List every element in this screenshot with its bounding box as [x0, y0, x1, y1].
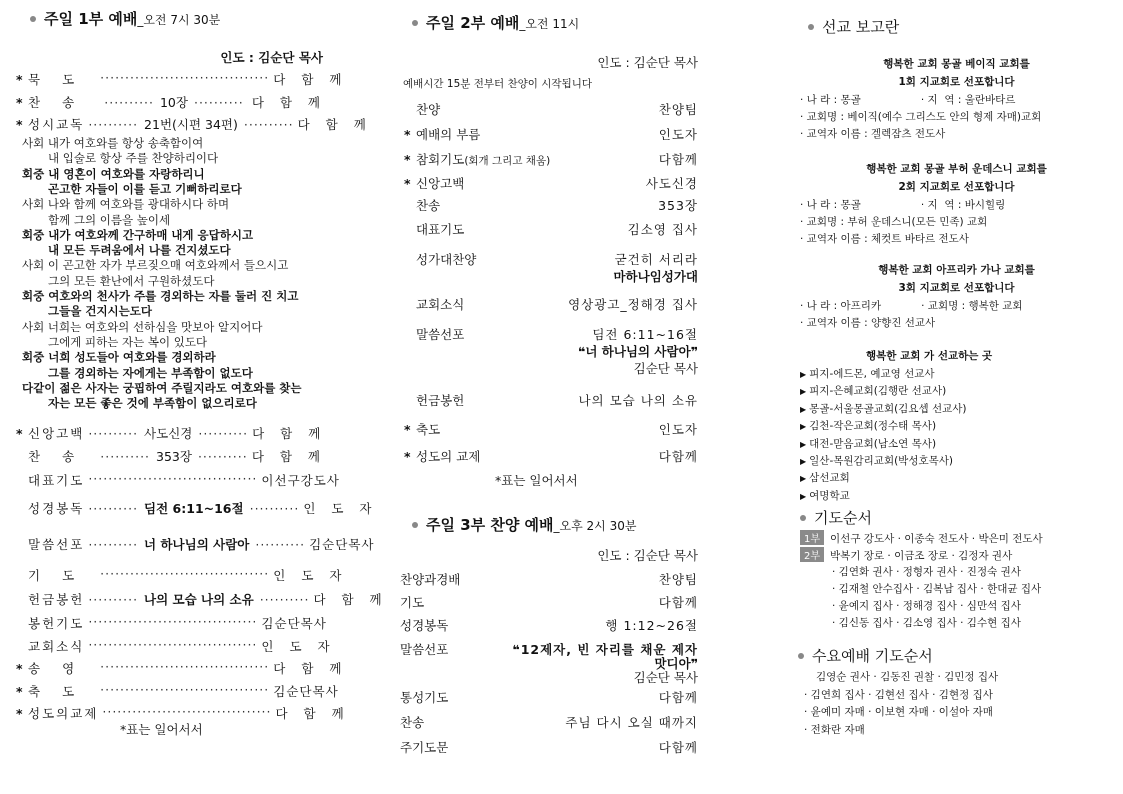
service1-title: 주일 1부 예배: [44, 10, 138, 28]
reading-line: 사회 이 곤고한 자가 부르짖으매 여호와께서 들으시고: [22, 258, 289, 273]
mission-detail: · 교역자 이름 : 겔렉잠츠 전도사: [800, 128, 946, 140]
order-item-right: 다함께: [658, 152, 698, 167]
dot-leader: ··········: [198, 426, 249, 441]
order-item-right: 인 도 자: [261, 639, 336, 654]
order-item-content: 353장: [156, 449, 192, 464]
order-item-right: 다함께: [658, 690, 698, 705]
order-item-label: 성경봉독: [400, 618, 449, 633]
wednesday-row: · 윤예미 자매 · 이보현 자매 · 이설아 자매: [804, 706, 993, 718]
order-item-label: 성시교독: [28, 117, 85, 132]
reading-line: 회중 내 영혼이 여호와를 자랑하리니: [22, 166, 205, 181]
standing-mark: *: [16, 117, 23, 132]
mission-detail: · 교역자 이름 : 체컷트 바타르 전도사: [800, 233, 969, 245]
order-item-right: 다 함 께: [273, 72, 348, 87]
reading-line: 내 입술로 항상 주를 찬양하리이다: [48, 151, 219, 166]
dot-leader: ··········: [197, 449, 248, 464]
order-item-label-wrap: [404, 196, 440, 214]
order-item-label: 성도의 교제: [416, 449, 481, 464]
order-item-label: 찬송: [416, 198, 441, 213]
bullet-icon: [808, 24, 814, 30]
order-item-right: 사도신경: [645, 176, 698, 191]
order-item: [16, 590, 388, 608]
order-item-right: 김소영 집사: [627, 222, 698, 237]
wednesday-row: · 전화란 자매: [804, 723, 865, 736]
reading-line: 곤고한 자들이 이를 듣고 기뻐하리로다: [48, 181, 242, 196]
order-item-label-wrap: [404, 125, 480, 143]
dot-leader: ··································: [100, 566, 270, 581]
order-item-right: 김순단목사: [309, 537, 375, 552]
supported-text: 일산-목원감리교회(박성호목사): [809, 455, 953, 467]
triangle-icon: ▶: [800, 491, 807, 501]
prayer-names: 이선구 강도사 · 이종숙 전도사 · 박은미 전도사: [830, 533, 1043, 545]
order-item-mid: [84, 614, 261, 632]
order-item-left: [16, 682, 96, 700]
standing-mark: *: [16, 684, 23, 699]
standing-mark: *: [16, 72, 23, 87]
prayer-row: [832, 581, 1041, 596]
order-item-label: 말씀선포: [28, 537, 85, 552]
order-item-right: 찬양팀: [658, 572, 698, 587]
order-item-left: [16, 447, 96, 465]
service2-footnote: *표는 일어서서: [495, 473, 578, 488]
dot-leader: ··········: [193, 95, 244, 110]
order-item-right: 딤전 6:11~16절: [592, 327, 698, 342]
service1-footnote: *표는 일어서서: [120, 722, 203, 737]
supported-item: [800, 383, 946, 398]
order-item: [16, 535, 375, 553]
order-item-label-wrap: [404, 250, 476, 268]
supported-text: 피지-에드몬, 예교영 선교사: [809, 368, 935, 380]
service1-heading: [30, 8, 220, 29]
dot-leader: ··········: [259, 592, 310, 607]
order-item-label: 교회소식: [28, 639, 85, 654]
dot-leader: ··········: [88, 501, 139, 516]
order-item: [16, 659, 348, 677]
dot-leader: ··········: [88, 592, 139, 607]
standing-mark: *: [404, 176, 411, 191]
reading-line: 내 모든 두려움에서 나를 건지셨도다: [48, 243, 231, 258]
order-item-right: 행 1:12~26절: [605, 618, 698, 633]
order-item-right3: 김순단 목사: [633, 361, 698, 376]
order-item: [16, 447, 326, 465]
dot-leader: ··································: [88, 637, 258, 652]
dot-leader: ··································: [102, 704, 272, 719]
order-item-right: 다 함 께: [252, 426, 327, 441]
order-item-mid: [84, 590, 313, 608]
order-item-mid: [84, 115, 297, 133]
triangle-icon: ▶: [800, 404, 807, 414]
mission-detail: · 나 라 : 몽골 · 지 역 : 바시힐링: [800, 199, 1006, 211]
order-item-label-wrap: [404, 420, 440, 438]
order-item-right2: 마하나임성가대: [613, 269, 698, 284]
mission-head: 행복한 교회 몽골 베이직 교회를: [883, 58, 1030, 70]
order-item-label: 찬양: [416, 102, 441, 117]
mission-detail: · 나 라 : 아프리카 · 교회명 : 행복한 교회: [800, 300, 1023, 312]
order-item-label: 묵도: [28, 72, 97, 87]
order-item-label-wrap: [404, 174, 464, 192]
triangle-icon: ▶: [800, 474, 807, 484]
reading-line: 회중 너희 성도들아 여호와를 경외하라: [22, 350, 216, 365]
service2-note: 예배시간 15분 전부터 찬양이 시작됩니다: [403, 78, 592, 90]
order-item-left: [16, 471, 84, 489]
mission-detail: · 교회명 : 베이직(예수 그리스도 안의 형제 자매)교회: [800, 111, 1042, 123]
service3-time: _오후 2시 30분: [553, 519, 637, 533]
bullet-icon: [800, 515, 806, 521]
order-item-right: 인 도 자: [273, 568, 348, 583]
triangle-icon: ▶: [800, 370, 807, 379]
prayer-names: · 김연화 권사 · 정형자 권사 · 진정숙 권사: [832, 566, 1021, 578]
order-item: [16, 471, 340, 489]
order-item-mid: [84, 499, 303, 517]
order-item-label: 성도의교제: [28, 706, 99, 721]
supported-item: [800, 488, 850, 503]
dot-leader: ··········: [100, 449, 151, 464]
prayer-row: [832, 598, 1021, 613]
order-item-label: 신앙고백: [28, 426, 85, 441]
order-item-right: 다함께: [658, 740, 698, 755]
standing-mark: *: [16, 426, 23, 441]
reading-line: 그의 모든 환난에서 구원하셨도다: [48, 273, 215, 288]
prayer-names: · 윤예지 집사 · 정해경 집사 · 심만석 집사: [832, 600, 1021, 612]
standing-mark: *: [16, 661, 23, 676]
prayer-row: [832, 564, 1021, 579]
order-item-mid: [84, 535, 309, 553]
order-item-right: 인도자: [658, 422, 698, 437]
order-item-label-wrap: [404, 295, 464, 313]
order-item-label: 기도: [28, 568, 97, 583]
order-item-mid: [84, 637, 261, 655]
dot-leader: ··········: [88, 117, 139, 132]
mission-title: 선교 보고란: [822, 18, 900, 36]
prayer-row: [832, 615, 1021, 630]
order-item-right: 다함께: [658, 449, 698, 464]
order-item-left: [16, 499, 84, 517]
dot-leader: ··········: [249, 501, 300, 516]
order-item-right: 다 함 께: [251, 449, 326, 464]
order-item: [16, 115, 372, 133]
dot-leader: ··········: [88, 537, 139, 552]
reading-line: 사회 내가 여호와를 항상 송축함이여: [22, 136, 204, 150]
order-item-right: 나의 모습 나의 소유: [578, 393, 698, 408]
order-item-left: [16, 424, 84, 442]
service2-title: 주일 2부 예배: [426, 14, 520, 32]
order-item: [16, 566, 348, 584]
mission-detail: · 교회명 : 부허 운데스니(모든 민족) 교회: [800, 216, 988, 228]
standing-mark: *: [16, 706, 23, 721]
wednesday-title: 수요예배 기도순서: [812, 647, 933, 665]
order-item-mid: [96, 659, 273, 677]
order-item: [16, 70, 348, 88]
order-item-right: 김순단목사: [261, 616, 327, 631]
order-item-label-wrap: [404, 447, 480, 465]
supported-item: [800, 366, 935, 381]
order-item-mid: [84, 424, 252, 442]
reading-line: 사회 나와 함께 여호와를 광대하시다 하며: [22, 197, 230, 212]
prayer-heading: [800, 507, 872, 528]
supported-text: 여명학교: [809, 489, 850, 502]
prayer-badge: 1부: [800, 530, 824, 545]
mission-head: 행복한 교회 몽골 부허 운데스니 교회를: [866, 163, 1047, 175]
order-item-label: 교회소식: [416, 297, 465, 312]
order-item-content: 딤전 6:11~16절: [144, 501, 244, 516]
order-item-right: 인 도 자: [303, 501, 378, 516]
wednesday-row: · 김연희 집사 · 김현선 집사 · 김현정 집사: [804, 688, 993, 701]
order-item-left: [16, 115, 84, 133]
order-item-left: [16, 566, 96, 584]
order-item-label-wrap: [404, 391, 464, 409]
order-item-right: 찬양팀: [658, 102, 698, 117]
order-item-right: 다 함 께: [251, 95, 326, 110]
dot-leader: ··································: [100, 659, 270, 674]
order-item-label: 통성기도: [400, 690, 449, 705]
dot-leader: ··········: [243, 117, 294, 132]
order-item-right2: 맛디아❞: [654, 656, 698, 671]
reading-line: 그를 경외하는 자에게는 부족함이 없도다: [48, 365, 253, 380]
bullet-icon: [30, 16, 36, 22]
order-item-right: 주님 다시 오실 때까지: [565, 715, 698, 730]
reading-line: 회중 여호와의 천사가 주를 경외하는 자를 둘러 진 치고: [22, 289, 299, 303]
order-item-label: 찬송: [28, 95, 97, 110]
reading-line: 회중 내가 여호와께 간구하매 내게 응답하시고: [22, 227, 254, 242]
order-item-left: [16, 659, 96, 677]
order-item-right: 다 함 께: [273, 661, 348, 676]
order-item-label: 송영: [28, 661, 97, 676]
order-item-right: 인도자: [658, 127, 698, 142]
order-item-right: 김순단목사: [273, 684, 339, 699]
order-item-label: 신앙고백: [416, 176, 465, 191]
order-item-label: 말씀선포: [416, 327, 465, 342]
order-item: [16, 424, 326, 442]
supported-text: 대전-맏음교회(남소연 목사): [809, 437, 937, 450]
order-item-right2: ❝너 하나님의 사람아❞: [578, 344, 698, 359]
dot-leader: ··································: [88, 471, 258, 486]
order-item-label: 주기도문: [400, 740, 449, 755]
service1-leader: 인도 : 김순단 목사: [220, 50, 323, 65]
order-item-left: [16, 614, 84, 632]
prayer-row: [800, 547, 1012, 563]
dot-leader: ··········: [255, 537, 306, 552]
supported-title: 행복한 교회 가 선교하는 곳: [866, 350, 993, 362]
order-item-label: 찬양과경배: [400, 572, 461, 587]
supported-item: [800, 436, 936, 451]
order-item: [16, 637, 336, 655]
order-item-left: [16, 535, 84, 553]
order-item-mid: [96, 447, 252, 465]
order-item-label: 말씀선포: [400, 642, 449, 657]
order-item-label: 축도: [28, 684, 97, 699]
order-item-content: 10장: [159, 95, 188, 110]
prayer-names: · 김신동 집사 · 김소영 집사 · 김수현 집사: [832, 617, 1021, 629]
order-item: [16, 682, 339, 700]
standing-mark: *: [404, 127, 411, 142]
order-item-label: 헌금봉헌: [416, 393, 465, 408]
order-item-mid: [96, 93, 252, 111]
order-item-content: 21번(시편 34편): [144, 117, 238, 132]
mission-heading: [808, 16, 899, 37]
prayer-row: [800, 530, 1043, 546]
service2-heading: [412, 12, 579, 33]
order-item-label: 찬송: [400, 715, 425, 730]
order-item-content: 나의 모습 나의 소유: [144, 592, 254, 607]
order-item-right: 영상광고_정해경 집사: [568, 297, 698, 312]
service2-time: _오전 11시: [519, 17, 580, 31]
supported-item: [800, 418, 936, 433]
dot-leader: ··································: [88, 614, 258, 629]
order-item-label: 봉헌기도: [28, 616, 85, 631]
standing-mark: *: [404, 449, 411, 464]
order-item-right: 다 함 께: [297, 117, 372, 132]
standing-mark: *: [16, 95, 23, 110]
mission-head: 2회 지교회로 선포합니다: [898, 181, 1015, 193]
order-item-right: 다 함 께: [275, 706, 350, 721]
order-item-right: 다함께: [658, 595, 698, 610]
supported-item: [800, 401, 966, 416]
service1-time: _오전 7시 30분: [137, 13, 221, 27]
service3-title: 주일 3부 찬양 예배: [426, 516, 554, 534]
order-item-right: ❝12제자, 빈 자리를 채운 제자: [512, 642, 698, 657]
mission-head: 3회 지교회로 선포합니다: [898, 282, 1015, 294]
order-item-right3: 김순단 목사: [633, 670, 698, 685]
order-item-right: 이선구강도사: [261, 473, 340, 488]
standing-mark: *: [404, 422, 411, 437]
prayer-names: 박복기 장로 · 이금조 장로 · 김정자 권사: [830, 550, 1013, 562]
triangle-icon: ▶: [800, 422, 807, 432]
order-item-label-wrap: [404, 150, 550, 168]
reading-line: 다같이 젊은 사자는 궁핍하여 주릴지라도 여호와를 찾는: [22, 380, 302, 395]
supported-text: 피지-은혜교회(김행란 선교사): [809, 385, 947, 398]
dot-leader: ··································: [100, 682, 270, 697]
order-item-mid: [96, 70, 273, 88]
order-item-left: [16, 93, 96, 111]
order-item-label: 대표기도: [28, 473, 85, 488]
reading-line: 그에게 피하는 자는 복이 있도다: [48, 334, 208, 349]
order-item-label-wrap: [404, 100, 440, 118]
triangle-icon: ▶: [800, 457, 807, 466]
order-item-left: [16, 637, 84, 655]
supported-text: 김천-작은교회(정수태 목사): [809, 420, 937, 433]
supported-text: 몽골-서울몽골교회(김요셉 선교사): [809, 402, 967, 415]
supported-text: 삼선교회: [809, 472, 850, 485]
reading-line: 함께 그의 이름을 높이세: [48, 212, 171, 227]
service3-heading: [412, 514, 636, 535]
order-item-content: 사도신경: [144, 426, 193, 441]
order-item-label: 성경봉독: [28, 501, 85, 516]
mission-head: 1회 지교회로 선포합니다: [898, 76, 1015, 88]
order-item-left: [16, 70, 96, 88]
order-item-left: [16, 704, 98, 722]
mission-detail: · 나 라 : 몽골 · 지 역 : 울란바타르: [800, 94, 1016, 106]
reading-line: 그들을 건지시는도다: [48, 304, 152, 319]
triangle-icon: ▶: [800, 387, 807, 397]
order-item-label: 기도: [400, 595, 425, 610]
wednesday-row: 김영순 권사 · 김동진 권찰 · 김민정 집사: [816, 671, 999, 683]
mission-detail: · 교역자 이름 : 양향진 선교사: [800, 317, 936, 329]
order-item-mid: [96, 566, 273, 584]
order-item: [16, 93, 326, 111]
order-item-label-wrap: [404, 220, 464, 238]
bullet-icon: [798, 653, 804, 659]
order-item-label: 예배의 부름: [416, 127, 481, 142]
order-item-right: 다 함 께: [313, 592, 388, 607]
order-item-note: (회개 그리고 채움): [464, 155, 551, 167]
prayer-names: · 김재철 안수집사 · 김복남 집사 · 한대균 집사: [832, 583, 1042, 595]
prayer-title: 기도순서: [814, 509, 872, 527]
triangle-icon: ▶: [800, 439, 807, 449]
order-item-mid: [84, 471, 261, 489]
order-item-label: 대표기도: [416, 222, 465, 237]
order-item-left: [16, 590, 84, 608]
order-item-right: 353장: [658, 198, 698, 213]
order-item-label: 참회기도: [416, 152, 465, 167]
order-item-label: 찬송: [28, 449, 97, 464]
standing-mark: *: [404, 152, 411, 167]
dot-leader: ··········: [104, 95, 154, 110]
service3-leader: 인도 : 김순단 목사: [597, 548, 698, 563]
order-item-label: 성가대찬양: [416, 252, 477, 267]
mission-head: 행복한 교회 아프리카 가나 교회를: [878, 264, 1035, 276]
reading-line: 사회 너희는 여호와의 선하심을 맛보아 알지어다: [22, 319, 263, 334]
bullet-icon: [412, 20, 418, 26]
order-item-label: 헌금봉헌: [28, 592, 85, 607]
order-item-right: 굳건히 서리라: [614, 252, 698, 267]
order-item-label-wrap: [404, 325, 464, 343]
wednesday-heading: [798, 645, 933, 666]
dot-leader: ··········: [88, 426, 139, 441]
order-item: [16, 614, 326, 632]
order-item-label: 축도: [416, 422, 441, 437]
service2-leader: 인도 : 김순단 목사: [597, 55, 698, 70]
order-item-mid: [96, 682, 273, 700]
reading-line: 자는 모든 좋은 것에 부족함이 없으리로다: [48, 396, 257, 411]
dot-leader: ··································: [100, 70, 270, 85]
supported-item: [800, 453, 953, 468]
bullet-icon: [412, 522, 418, 528]
supported-item: [800, 470, 850, 485]
order-item-content: 너 하나님의 사람아: [144, 537, 250, 552]
prayer-badge: 2부: [800, 547, 824, 562]
order-item: [16, 499, 378, 517]
